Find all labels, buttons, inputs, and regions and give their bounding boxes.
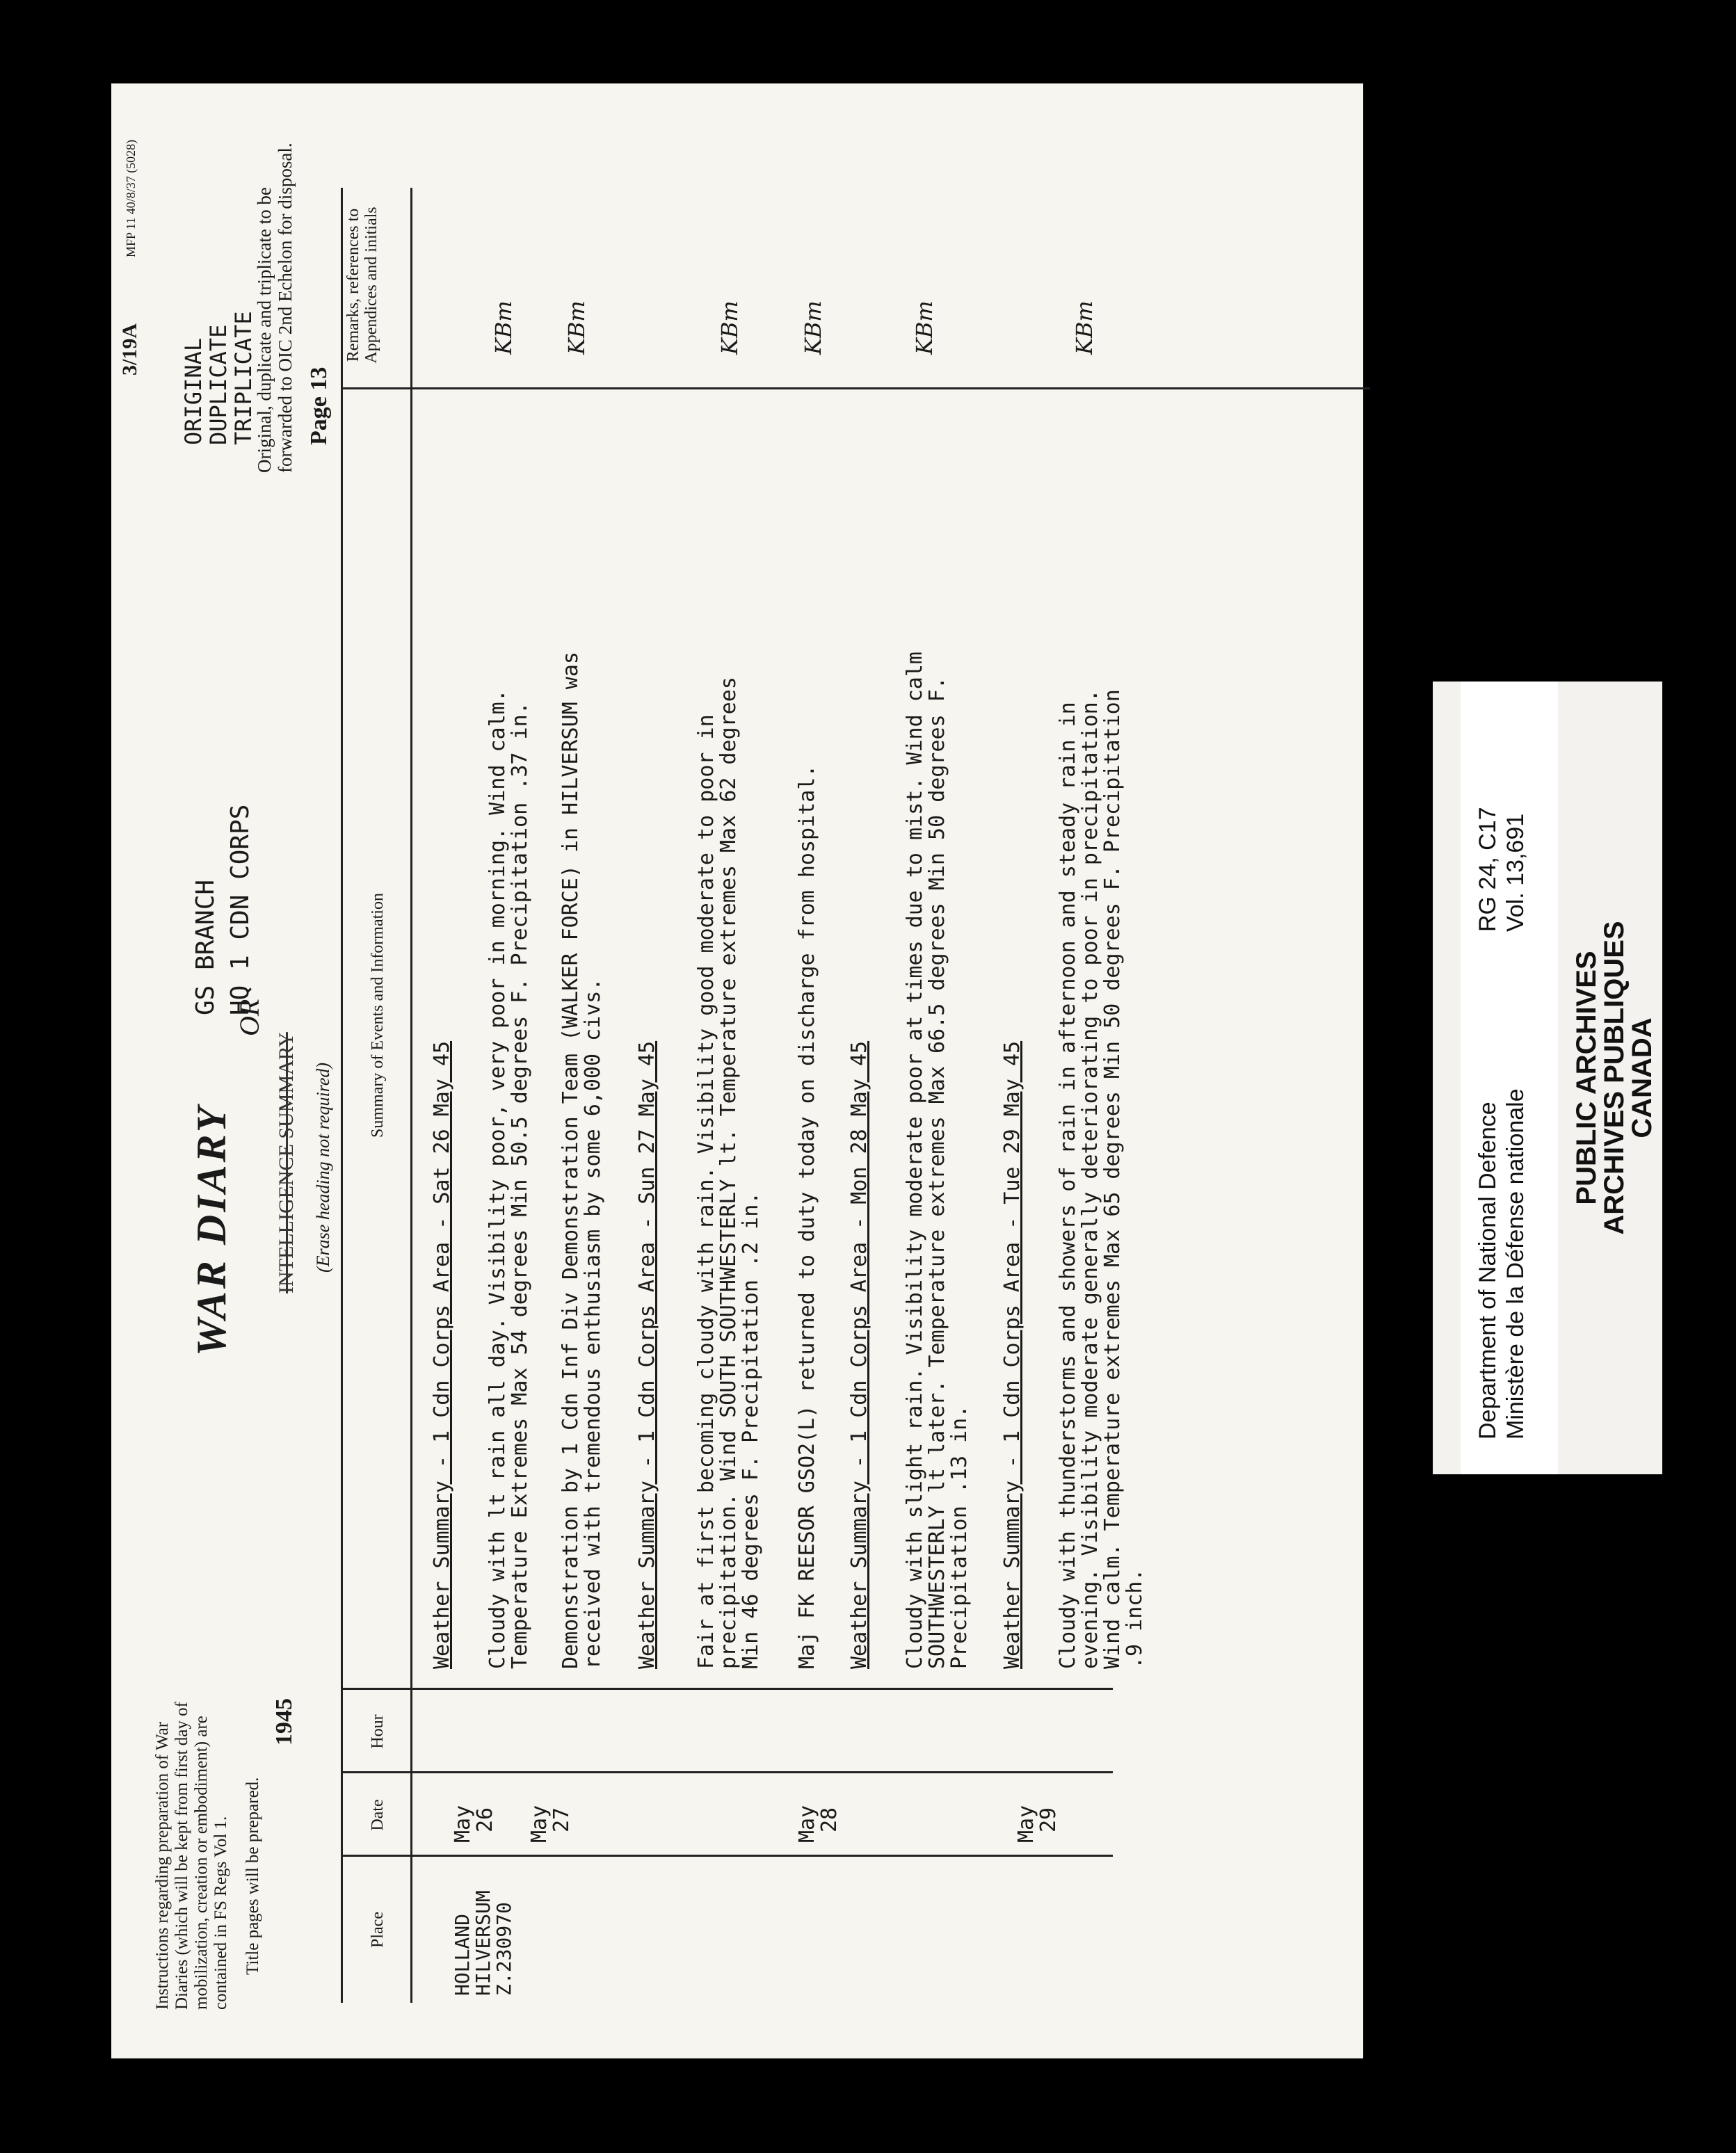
title-or: OR xyxy=(234,999,265,1036)
country: CANADA xyxy=(1627,1017,1657,1138)
weather-heading: Weather Summary - 1 Cdn Corps Area - Tue 29 May 45 xyxy=(1000,1040,1024,1669)
page-number: Page 13 xyxy=(306,366,332,445)
entry-line: .9 inch. xyxy=(1123,1568,1147,1669)
weather-heading: Weather Summary - 1 Cdn Corps Area - Sat 26 May 45 xyxy=(430,1040,454,1669)
branch-line-1: GS BRANCH xyxy=(191,879,220,1015)
archives-en: PUBLIC ARCHIVES xyxy=(1571,951,1602,1205)
record-group: RG 24, C17 xyxy=(1474,807,1501,932)
entry-line: SOUTHWESTERLY lt later. Temperature extremes Max 66.5 degrees Min 50 degrees F. xyxy=(925,677,949,1669)
initials-mark: KBm xyxy=(911,300,938,355)
col-header-hour: Hour xyxy=(369,1714,387,1749)
instructions-text: Instructions regarding preparation of War Diaries (which will be kept from first day of mobilization, creation or embodiment) are contained in FS Regs Vol 1. xyxy=(153,1702,230,2010)
date-day: 27 xyxy=(549,1807,574,1832)
date-month: May xyxy=(527,1805,552,1843)
form-number: 3/19A xyxy=(118,323,141,376)
weather-heading: Weather Summary - 1 Cdn Corps Area - Mon 28 May 45 xyxy=(847,1040,871,1669)
col-header-place: Place xyxy=(369,1912,387,1948)
struck-heading: INTELLIGENCE SUMMARY xyxy=(275,1032,298,1293)
entry-line: Demonstration by 1 Cdn Inf Div Demonstration Team (WALKER FORCE) in HILVERSUM was xyxy=(558,652,583,1669)
entry-line: Temperature Extremes Max 54 degrees Min 50.5 degrees F. Precipitation .37 in. xyxy=(508,702,532,1669)
table-header-rule xyxy=(410,188,412,2003)
entry-line: precipitation. Wind SOUTH SOUTHWESTERLY lt. Temperature extremes Max 62 degrees xyxy=(716,677,741,1669)
col-header-summary: Summary of Events and Information xyxy=(369,893,387,1138)
branch-line-2: HQ 1 CDN CORPS xyxy=(226,804,255,1015)
copies-label: ORIGINAL DUPLICATE TRIPLICATE xyxy=(180,311,257,445)
page-title: WAR DIARY xyxy=(188,1104,234,1356)
date-month: May xyxy=(451,1805,475,1843)
date-day: 26 xyxy=(473,1807,497,1832)
title-pages-note: Title pages will be prepared. xyxy=(243,1777,262,1975)
entry-line: Min 46 degrees F. Precipitation .2 in. xyxy=(739,1191,763,1669)
copies-note: Original, duplicate and triplicate to be forwarded to OIC 2nd Echelon for disposal. xyxy=(254,143,296,473)
archive-label xyxy=(1433,682,1662,1474)
dept-fr: Ministère de la Défense nationale xyxy=(1502,1088,1529,1440)
col-header-date: Date xyxy=(369,1799,387,1831)
entry-line: Fair at first becoming cloudy with rain. Visibility good moderate to poor in xyxy=(694,714,718,1669)
year: 1945 xyxy=(271,1698,297,1745)
col-divider-remarks xyxy=(341,387,1370,389)
table-top-rule xyxy=(341,188,343,2003)
initials-mark: KBm xyxy=(490,300,517,355)
volume: Vol. 13,691 xyxy=(1502,813,1529,932)
date-day: 29 xyxy=(1036,1807,1061,1832)
col-header-remarks: Remarks, references to Appendices and initials xyxy=(344,207,380,364)
entry-line: Cloudy with thunderstorms and showers of rain in afternoon and steady rain in xyxy=(1056,702,1080,1669)
col-divider-place xyxy=(341,1855,1113,1857)
weather-heading: Weather Summary - 1 Cdn Corps Area - Sun 27 May 45 xyxy=(635,1040,659,1669)
entry-line: Cloudy with lt rain all day. Visibility poor, very poor in morning. Wind calm. xyxy=(485,689,510,1669)
col-divider-date xyxy=(341,1771,1113,1773)
date-day: 28 xyxy=(817,1807,842,1832)
initials-mark: KBm xyxy=(800,300,826,355)
entry-line: Precipitation .13 in. xyxy=(947,1405,972,1669)
entry-line: evening. Visibility moderate generally deteriorating to poor in precipitation. xyxy=(1078,689,1102,1669)
date-month: May xyxy=(1014,1805,1038,1843)
entry-line: Wind calm. Temperature extremes Max 65 degrees Min 50 degrees F. Precipitation xyxy=(1100,689,1125,1669)
initials-mark: KBm xyxy=(716,300,743,355)
war-diary-content xyxy=(111,83,1363,2058)
archive-label-content xyxy=(1433,682,1662,1474)
place-text: HOLLAND HILVERSUM Z.230970 xyxy=(451,1890,515,1996)
initials-mark: KBm xyxy=(563,300,590,355)
entry-line: received with tremendous enthusiasm by some 6,000 civs. xyxy=(581,978,605,1669)
date-month: May xyxy=(795,1805,819,1843)
initials-mark: KBm xyxy=(1071,300,1098,355)
entry-line: Cloudy with slight rain. Visibility moderate poor at times due to mist. Wind calm xyxy=(903,652,927,1669)
erase-note: (Erase heading not required) xyxy=(313,1062,333,1273)
entry-line: Maj FK REESOR GSO2(L) returned to duty today on discharge from hospital. xyxy=(795,764,819,1669)
col-divider-hour xyxy=(341,1688,1113,1690)
form-code: MFP 11 40/8/37 (5028) xyxy=(124,139,138,257)
dept-en: Department of National Defence xyxy=(1474,1102,1501,1440)
archives-fr: ARCHIVES PUBLIQUES xyxy=(1599,921,1630,1235)
